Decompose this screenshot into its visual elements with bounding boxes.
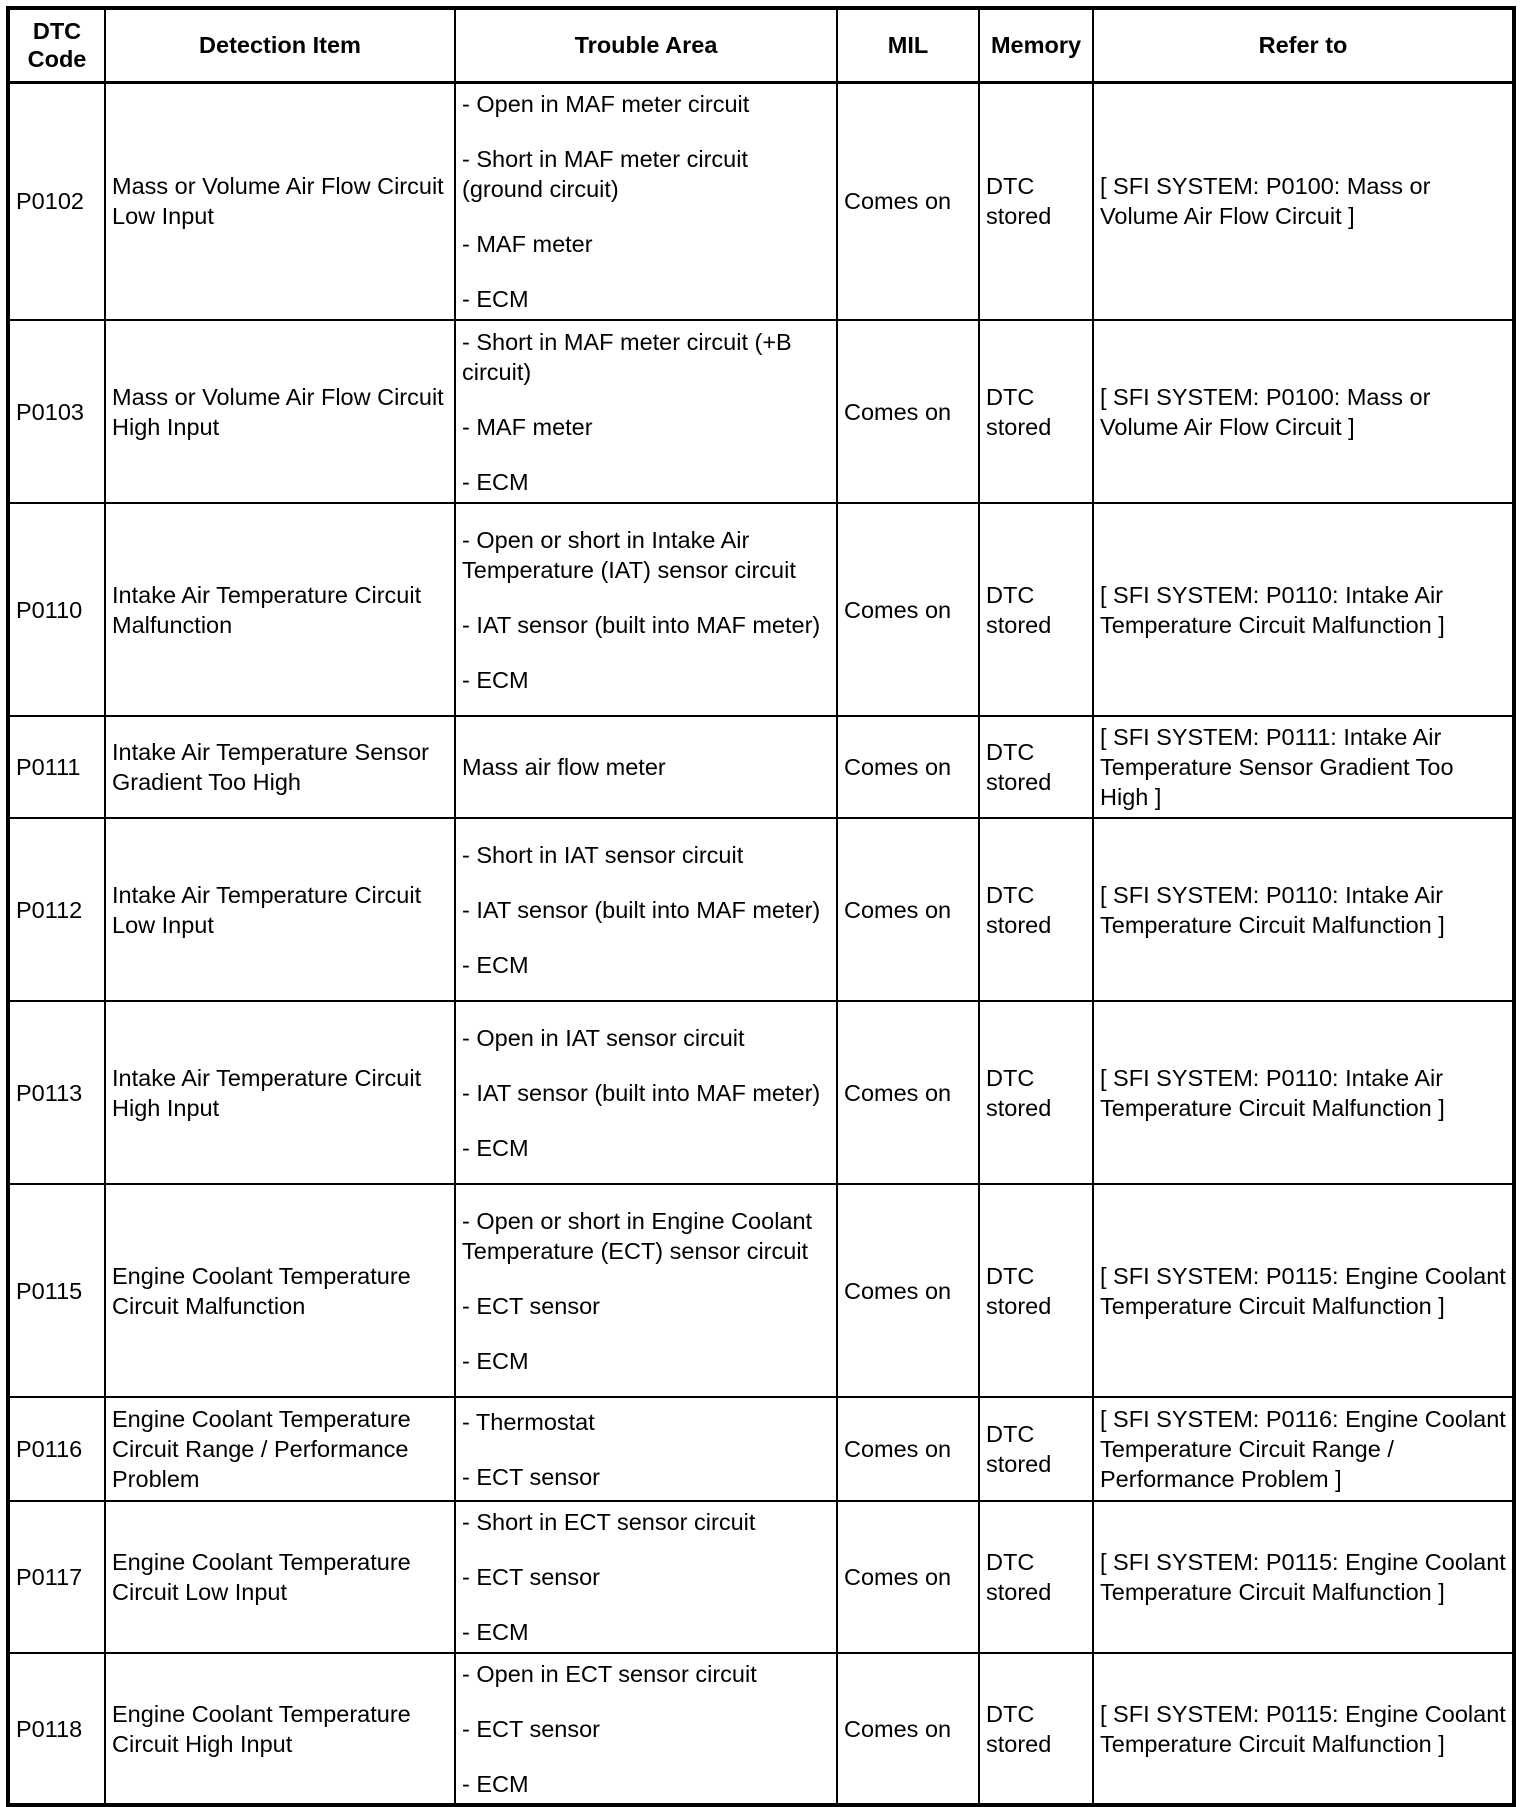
trouble-area-item: - Short in IAT sensor circuit — [462, 841, 744, 868]
dtc-code-cell: P0103 — [8, 320, 105, 503]
table-row — [8, 818, 1514, 1001]
refer-to-cell: [ SFI SYSTEM: P0110: Intake Air Temperature Circuit Malfunction ] — [1093, 1001, 1514, 1184]
trouble-area-item: - Thermostat — [462, 1408, 595, 1435]
trouble-area-item: - Short in MAF meter circuit (+B circuit) — [462, 328, 792, 385]
trouble-area-item: Mass air flow meter — [462, 754, 666, 780]
trouble-area-item: - IAT sensor (built into MAF meter) — [462, 611, 821, 638]
refer-to-cell: [ SFI SYSTEM: P0100: Mass or Volume Air Flow Circuit ] — [1093, 82, 1514, 320]
trouble-area-item: - ECT sensor — [462, 1463, 600, 1490]
trouble-area-item: - Open or short in Engine Coolant Temperature (ECT) sensor circuit — [462, 1207, 813, 1264]
detection-item-cell: Engine Coolant Temperature Circuit Range / Performance Problem — [105, 1397, 455, 1501]
trouble-area-item: - ECM — [462, 951, 529, 978]
mil-cell: Comes on — [837, 1184, 979, 1397]
dtc-code-cell: P0102 — [8, 82, 105, 320]
memory-cell: DTC stored — [979, 1184, 1093, 1397]
dtc-code-cell: P0117 — [8, 1501, 105, 1653]
memory-cell: DTC stored — [979, 320, 1093, 503]
dtc-code-cell: P0118 — [8, 1653, 105, 1805]
memory-cell: DTC stored — [979, 716, 1093, 818]
refer-to-cell: [ SFI SYSTEM: P0100: Mass or Volume Air Flow Circuit ] — [1093, 320, 1514, 503]
trouble-area-item: - ECM — [462, 1619, 529, 1645]
mil-cell: Comes on — [837, 1397, 979, 1501]
header-trouble-area: Trouble Area — [455, 8, 837, 82]
refer-to-cell: [ SFI SYSTEM: P0115: Engine Coolant Temperature Circuit Malfunction ] — [1093, 1184, 1514, 1397]
refer-to-cell: [ SFI SYSTEM: P0116: Engine Coolant Temperature Circuit Range / Performance Problem ] — [1093, 1397, 1514, 1501]
trouble-area-item: - ECM — [462, 468, 529, 495]
mil-cell: Comes on — [837, 82, 979, 320]
memory-cell: DTC stored — [979, 82, 1093, 320]
trouble-area-item: - ECT sensor — [462, 1564, 600, 1590]
memory-cell: DTC stored — [979, 818, 1093, 1001]
refer-to-cell: [ SFI SYSTEM: P0111: Intake Air Temperature Sensor Gradient Too High ] — [1093, 716, 1514, 818]
dtc-code-cell: P0116 — [8, 1397, 105, 1501]
trouble-area-cell — [455, 82, 837, 320]
refer-to-cell: [ SFI SYSTEM: P0110: Intake Air Temperature Circuit Malfunction ] — [1093, 503, 1514, 716]
trouble-area-cell — [455, 1501, 837, 1653]
trouble-area-item: - Short in ECT sensor circuit — [462, 1509, 756, 1535]
trouble-area-cell — [455, 1397, 837, 1501]
mil-cell: Comes on — [837, 1653, 979, 1805]
table-row — [8, 1184, 1514, 1397]
trouble-area-item: - Short in MAF meter circuit (ground circuit) — [462, 145, 748, 202]
header-detection-item: Detection Item — [105, 8, 455, 82]
trouble-area-item: - ECT sensor — [462, 1715, 600, 1742]
mil-cell: Comes on — [837, 503, 979, 716]
memory-cell: DTC stored — [979, 1001, 1093, 1184]
table-row — [8, 503, 1514, 716]
dtc-code-cell: P0112 — [8, 818, 105, 1001]
trouble-area-item: - Open or short in Intake Air Temperature (IAT) sensor circuit — [462, 526, 796, 583]
trouble-area-item: - ECM — [462, 1347, 529, 1374]
dtc-code-cell: P0110 — [8, 503, 105, 716]
trouble-area-item: - MAF meter — [462, 413, 593, 440]
detection-item-cell: Intake Air Temperature Circuit High Input — [105, 1001, 455, 1184]
detection-item-cell: Mass or Volume Air Flow Circuit High Input — [105, 320, 455, 503]
header-refer-to: Refer to — [1093, 8, 1514, 82]
trouble-area-item: - MAF meter — [462, 230, 593, 257]
trouble-area-item: - IAT sensor (built into MAF meter) — [462, 1079, 821, 1106]
trouble-area-item: - IAT sensor (built into MAF meter) — [462, 896, 821, 923]
trouble-area-cell — [455, 716, 837, 818]
trouble-area-cell — [455, 320, 837, 503]
refer-to-cell: [ SFI SYSTEM: P0110: Intake Air Temperature Circuit Malfunction ] — [1093, 818, 1514, 1001]
header-memory: Memory — [979, 8, 1093, 82]
trouble-area-item: - ECM — [462, 666, 529, 693]
refer-to-cell: [ SFI SYSTEM: P0115: Engine Coolant Temperature Circuit Malfunction ] — [1093, 1501, 1514, 1653]
header-mil: MIL — [837, 8, 979, 82]
memory-cell: DTC stored — [979, 1653, 1093, 1805]
dtc-table — [6, 6, 1516, 1807]
trouble-area-item: - ECT sensor — [462, 1292, 600, 1319]
trouble-area-item: - ECM — [462, 1770, 529, 1797]
refer-to-cell: [ SFI SYSTEM: P0115: Engine Coolant Temperature Circuit Malfunction ] — [1093, 1653, 1514, 1805]
mil-cell: Comes on — [837, 716, 979, 818]
table-row — [8, 320, 1514, 503]
table-body — [8, 82, 1514, 1805]
trouble-area-item: - ECM — [462, 285, 529, 312]
table-row — [8, 1501, 1514, 1653]
memory-cell: DTC stored — [979, 503, 1093, 716]
table-row — [8, 716, 1514, 818]
trouble-area-item: - Open in IAT sensor circuit — [462, 1024, 745, 1051]
trouble-area-item: - ECM — [462, 1134, 529, 1161]
trouble-area-cell — [455, 1653, 837, 1805]
trouble-area-item: - Open in ECT sensor circuit — [462, 1660, 757, 1687]
mil-cell: Comes on — [837, 1001, 979, 1184]
detection-item-cell: Engine Coolant Temperature Circuit Low Input — [105, 1501, 455, 1653]
table-row — [8, 1397, 1514, 1501]
trouble-area-cell — [455, 1001, 837, 1184]
table-row — [8, 1653, 1514, 1805]
trouble-area-cell — [455, 503, 837, 716]
table-row — [8, 82, 1514, 320]
trouble-area-cell — [455, 818, 837, 1001]
detection-item-cell: Intake Air Temperature Circuit Low Input — [105, 818, 455, 1001]
detection-item-cell: Engine Coolant Temperature Circuit Malfunction — [105, 1184, 455, 1397]
dtc-code-cell: P0111 — [8, 716, 105, 818]
header-dtc-code: DTC Code — [8, 8, 105, 82]
memory-cell: DTC stored — [979, 1397, 1093, 1501]
dtc-code-cell: P0115 — [8, 1184, 105, 1397]
mil-cell: Comes on — [837, 320, 979, 503]
detection-item-cell: Mass or Volume Air Flow Circuit Low Input — [105, 82, 455, 320]
detection-item-cell: Intake Air Temperature Sensor Gradient Too High — [105, 716, 455, 818]
dtc-code-cell: P0113 — [8, 1001, 105, 1184]
table-header-row — [8, 8, 1514, 82]
mil-cell: Comes on — [837, 818, 979, 1001]
trouble-area-item: - Open in MAF meter circuit — [462, 90, 750, 117]
table-row — [8, 1001, 1514, 1184]
detection-item-cell: Intake Air Temperature Circuit Malfunction — [105, 503, 455, 716]
mil-cell: Comes on — [837, 1501, 979, 1653]
memory-cell: DTC stored — [979, 1501, 1093, 1653]
detection-item-cell: Engine Coolant Temperature Circuit High Input — [105, 1653, 455, 1805]
trouble-area-cell — [455, 1184, 837, 1397]
